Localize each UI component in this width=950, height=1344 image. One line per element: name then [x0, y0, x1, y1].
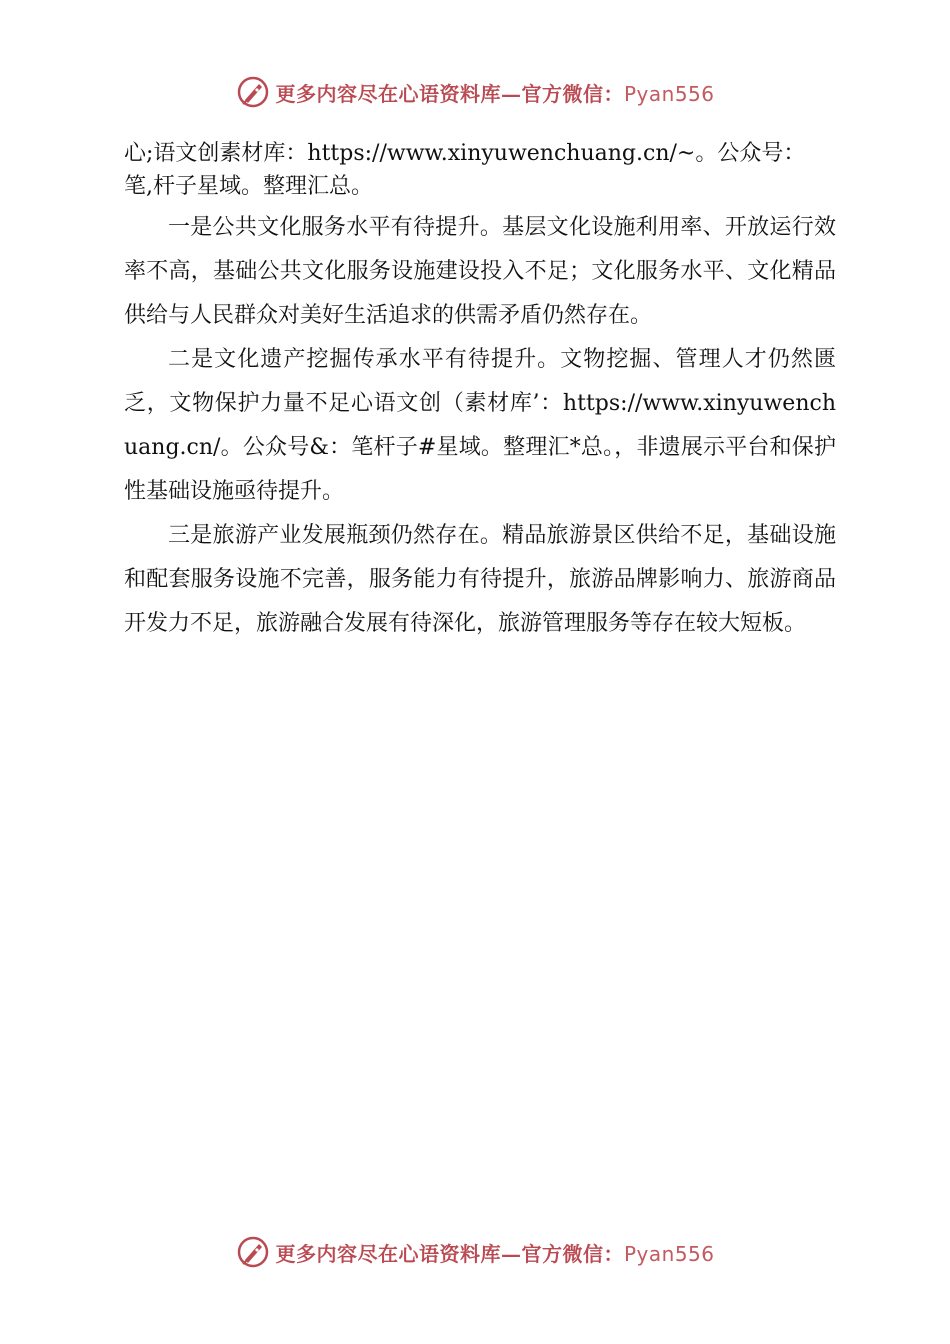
- footer-watermark-banner: [0, 1232, 950, 1272]
- header-banner-text: [275, 78, 714, 107]
- paragraph-1: 一是公共文化服务水平有待提升。基层文化设施利用率、开放运行效率不高，基础公共文化服务设施建设投入不足；文化服务水平、文化精品供给与人民群众对美好生活追求的供需矛盾仍然存在。: [124, 215, 836, 328]
- intro-line-2: 笔,杆子星域。整理汇总。: [124, 174, 373, 199]
- document-body: [124, 140, 836, 646]
- footer-banner-inner: [235, 1234, 714, 1270]
- header-banner-inner: [235, 74, 714, 110]
- paragraph-3: 三是旅游产业发展瓶颈仍然存在。精品旅游景区供给不足，基础设施和配套服务设施不完善，服务能力有待提升，旅游品牌影响力、旅游商品开发力不足，旅游融合发展有待深化，旅游管理服务等存在较大短板。: [124, 523, 836, 636]
- footer-banner-label: 更多内容尽在心语资料库—官方微信：: [275, 1241, 624, 1266]
- pen-nib-logo-icon: [235, 1234, 271, 1270]
- header-watermark-banner: [0, 72, 950, 112]
- intro-line-1: 心;语文创素材库：https://www.xinyuwenchuang.cn/~。公众号：: [124, 141, 806, 166]
- pen-nib-logo-icon: [235, 74, 271, 110]
- header-banner-label: 更多内容尽在心语资料库—官方微信：: [275, 81, 624, 106]
- paragraph-2: 二是文化遗产挖掘传承水平有待提升。文物挖掘、管理人才仍然匮乏，文物保护力量不足心语文创（素材库’：https://www.xinyuwenchuang.cn/。公众号&：笔杆子#星域。整理汇*总。，非遗展示平台和保护性基础设施亟待提升。: [124, 347, 836, 504]
- footer-banner-text: [275, 1238, 714, 1267]
- footer-banner-handle: Pyan556: [623, 1241, 715, 1266]
- header-banner-handle: Pyan556: [623, 81, 715, 106]
